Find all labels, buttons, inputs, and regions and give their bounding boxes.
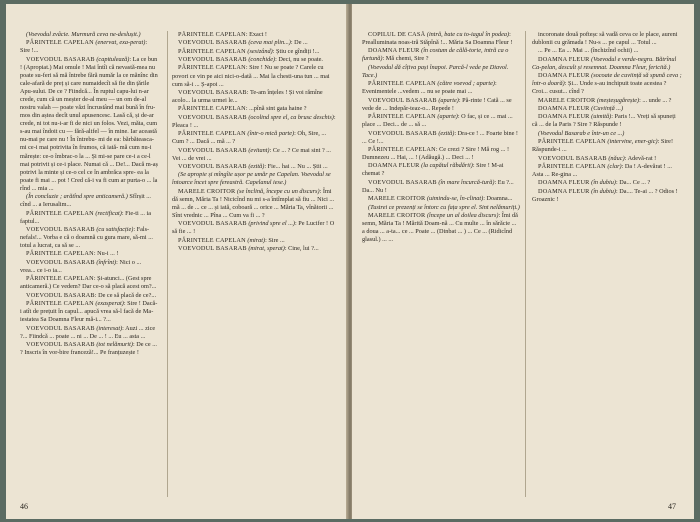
dialogue-text: : ...pînă sint gata haine ? [245,105,307,113]
dialogue-text: : Sire !... [20,39,148,55]
speaker-name: PĂRINTELE CAPELAN [26,39,94,47]
speaker-name: PĂRINTELE CAPELAN [178,47,246,55]
speaker-name: PĂRINTELE CAPELAN [368,80,436,88]
dialogue-paragraph [362,113,520,129]
dialogue-paragraph [172,105,336,113]
dialogue-text: : Sire ! Nu se poate ? Carele cu povori ce vin pe aici nici-o-dată ... Mai la chesti-una tun ... mai cum să-i ... Ș-apoi ... [172,64,330,88]
speaker-name: VOEVODUL BASARAB [178,220,247,228]
stage-direction: (către voevod ; aparte) [435,80,495,88]
speaker-name: VOEVODUL BASARAB [368,129,437,137]
stage-direction: (sesizând) [245,47,273,55]
speaker-name: MARELE CROITOR [368,211,426,219]
stage-direction: (clar) [605,162,622,170]
page-number-right: 47 [668,502,676,511]
stage-direction: (interesat) [94,324,123,332]
dialogue-text: : Nici o ... vrea... ce i-o ia... [20,258,142,274]
stage-direction: (Voevodul zvâcie. Murmură ceva ne-deslușit.) [26,31,141,38]
dialogue-text: : Îmi dă semn, Măria Ta ! Nicicînd nu mi s-a întîmplat să fiu ... Nici ... mă ... de ... ce ... și iată, coboară ... orice ... Măria Ta, vînătorii ... Sînt vrednic ... Pîna ... Cum va fi ... ? [172,187,335,219]
dialogue-paragraph [532,47,682,55]
speaker-name: PĂRINTELE CAPELAN [178,31,246,38]
dialogue-paragraph [362,47,520,63]
dialogue-text: : Paris !... Vreți să spuneți că ... de la Paris ? Sire ? Răspunde ! [532,113,676,129]
stage-direction: (în dubiu) [589,187,616,195]
dialogue-paragraph [362,64,520,80]
dialogue-paragraph [362,31,520,47]
dialogue-paragraph [20,275,158,291]
speaker-name: DOAMNA FLEUR [538,55,590,63]
dialogue-paragraph [532,138,682,154]
dialogue-text: : Da ! A-devărat ! ... Asta ... Re-gina ... [532,162,672,179]
stage-direction: (socoate de cuviință să spună ceva ; într-o doară) [532,72,682,88]
dialogue-paragraph [20,292,158,300]
dialogue-text: : Cine, lui ?... [284,245,319,253]
dialogue-text: : Eu ?... Da... Nu ! [362,178,514,194]
speaker-name: VOEVODUL BASARAB [178,245,247,253]
stage-direction: (aparte) [436,96,459,104]
dialogue-text: : Știu ce gîndiți !... [272,47,320,55]
dialogue-paragraph [172,171,336,187]
dialogue-text: : O fac, și ce ... mai ... place ... Deci... de ... să ... [362,113,513,129]
dialogue-text: : Preaîluminata noas-tră Stăpînă !... Măria Sa Doamna Fleur ! [362,31,513,47]
stage-direction: (în costum de călă-torie, intră ca o furtună) [362,47,509,63]
dialogue-text: incoronate două pofteșc să vadă ceva ce le place, aureni dublonii cu grămada ! Nu-s ... pe capul ... Totul ... [532,31,678,47]
dialogue-paragraph [172,39,336,47]
speaker-name: DOAMNA FLEUR [538,72,590,80]
stage-direction: (Tustrei ce prezenți se întorc cu fața spre el. Sint nelămuriți.) [368,203,520,211]
dialogue-text: : Ce ... ? Ce mai sint ? ... Vei ... de vrei ... [172,146,331,162]
dialogue-paragraph [20,250,158,258]
dialogue-text: : Deci, nu se poate. [275,56,323,64]
stage-direction: (Voevodul e verde-negru. Bătrînul Ca-pelan, descult și resemnat. Doamna Fleur, fericită.) [532,55,677,71]
stage-direction: (uimindu-se, în-clinat) [425,195,484,203]
dialogue-text: : Dra-ce ! ... Foarte bine ! ... Ce !... [362,129,518,145]
dialogue-paragraph [362,146,520,162]
dialogue-paragraph [172,89,336,105]
speaker-name: MARELE CROITOR [368,195,426,203]
stage-direction: (privind spre el ...) [246,220,295,228]
dialogue-paragraph [172,245,336,253]
speaker-name: PĂRINTELE CAPELAN [538,138,606,146]
stage-direction: (cu satisfacție) [94,225,134,233]
stage-direction: (ezită) [436,129,455,137]
dialogue-paragraph [172,64,336,88]
speaker-name: DOAMNA FLEUR [538,187,590,195]
dialogue-text: : Și-atunci... (Gest spre anticameră.) Ce vedem? Dar ce-o să placă acest om?... [20,275,157,291]
speaker-name: PĂRINTELE CAPELAN [26,300,94,308]
dialogue-text: : Mă chemi, Sire ? [382,55,429,63]
speaker-name: PĂRINTELE CAPELAN [178,236,246,244]
speaker-name: VOEVODUL BASARAB [178,162,247,170]
dialogue-paragraph [532,105,682,113]
dialogue-text: : Te-am înțeles ! Și voi rămîne acolo... la urma urmei le... [172,88,323,104]
stage-direction: (începe un al doilea discurs) [425,211,499,219]
column-divider [167,31,168,497]
dialogue-paragraph [362,162,520,178]
stage-direction: (Cuviință ...) [589,105,624,113]
dialogue-paragraph [362,212,520,244]
stage-direction: (tot nelămurit) [94,340,133,348]
column-divider [525,31,526,497]
dialogue-paragraph [172,237,336,245]
speaker-name: COPILUL DE CASĂ [368,31,426,38]
dialogue-text: : Fie-ti ... ia faptul... [20,209,152,225]
stage-direction: (ezită) [246,162,265,170]
speaker-name: PĂRINTELE CAPELAN [178,64,246,72]
speaker-name: PĂRINTELE CAPELAN [26,250,94,258]
stage-direction: (Se apropie și mîngîie ușor pe umăr pe Capelan. Voevodul se întoarce încet spre fereastră. Capelanul iese.) [172,171,331,187]
dialogue-paragraph [172,31,336,39]
speaker-name: PĂRINTELE CAPELAN [178,105,246,113]
dialogue-paragraph [362,179,520,195]
dialogue-text: : Pă-rinte ! Cată ... se vede de ... Indepăr-teaz-o... Repede ! [362,96,512,112]
dialogue-paragraph [532,72,682,96]
right-page-column-2 [532,31,682,497]
dialogue-text: : Pe Lucifer ! O să fie ... ! [172,220,335,236]
stage-direction: (meșteșugărește) [595,96,640,104]
speaker-name: VOEVODUL BASARAB [26,55,95,63]
speaker-name: VOEVODUL BASARAB [26,258,95,266]
dialogue-text: : De ce să placă de ce?... [94,291,157,299]
speaker-name: VOEVODUL BASARAB [178,88,247,96]
stage-direction: (năuc) [606,154,625,162]
dialogue-paragraph [20,31,158,39]
dialogue-paragraph [20,300,158,324]
stage-direction: (enervat, exa-perat) [93,39,146,47]
speaker-name: DOAMNA FLEUR [538,105,590,113]
dialogue-paragraph [20,56,158,193]
dialogue-paragraph [20,226,158,250]
right-page [352,4,694,519]
dialogue-text: : Pleaca ! ... [172,113,336,129]
speaker-name: VOEVODUL BASARAB [26,340,95,348]
dialogue-paragraph [532,188,682,204]
dialogue-text: : Auzi ... zice ?... Fiindcă ... poate ... ni ... De ... ! ... Eu ... asta ... [20,324,156,340]
dialogue-paragraph [20,210,158,226]
speaker-name: VOEVODUL BASARAB [178,146,247,154]
dialogue-text: : Fals-nefals!... Vorba e că o doamnă cu gura mare, să-mi ... totul a lucrat, ca să se ... [20,225,153,250]
dialogue-paragraph [532,155,682,163]
dialogue-paragraph [172,220,336,236]
dialogue-text: : Fie... hai ... Nu ... Știi ... [264,162,328,170]
stage-direction: (se înclină, începe cu un discurs) [235,187,320,195]
dialogue-paragraph [362,80,520,96]
stage-direction: (în mare încurcă-tură) [436,178,495,186]
dialogue-text: : ... unde ... ? [639,96,672,104]
dialogue-paragraph [532,163,682,179]
stage-direction: (mirat) [245,236,266,244]
speaker-name: VOEVODUL BASARAB [178,39,247,47]
dialogue-text: : Da... Ce ... ? [615,179,651,187]
dialogue-text: Sfîrșit ... cînd ... a Ierusalim... [20,193,151,209]
stage-direction: (În concluzie ; arătînd spre anticameră.) [26,193,128,201]
dialogue-text: : Sire! Răspunde-i ... [532,138,674,154]
left-page-column-2 [172,31,336,497]
speaker-name: VOEVODUL BASARAB [26,324,95,332]
dialogue-paragraph [172,48,336,56]
page-number-left: 46 [20,502,28,511]
speaker-name: DOAMNA FLEUR [538,179,590,187]
left-page [6,4,348,519]
speaker-name: PĂRINTELE CAPELAN [26,275,94,283]
dialogue-paragraph [532,130,682,138]
speaker-name: VOEVODUL BASARAB [178,56,247,64]
stage-direction: (evitant) [246,146,270,154]
dialogue-paragraph [532,31,682,47]
speaker-name: VOEVODUL BASARAB [178,113,247,121]
dialogue-paragraph [20,39,158,55]
stage-direction: (mirat, sperat) [246,245,285,253]
dialogue-paragraph [172,147,336,163]
dialogue-text: : Evenimentele ...vedem ... nu se poate mai ... [362,80,497,96]
dialogue-paragraph [362,97,520,113]
dialogue-text: : Sire ! Dacă-i atît de prețuit în capul... apucă vrea să-l facă de Ma-iestatea Sa Doamna Fleur mă-i... ?... [20,300,158,324]
dialogue-paragraph [172,130,336,146]
stage-direction: (intră, bate cu to-iagul în podea) [425,31,510,38]
dialogue-text: ... Pe ... Ea ... Mai ... (închizînd ochii) ... [538,47,639,55]
dialogue-paragraph [532,113,682,129]
speaker-name: DOAMNA FLEUR [368,162,420,170]
speaker-name: DOAMNA FLEUR [368,47,420,55]
left-page-column-1 [20,31,158,497]
speaker-name: PĂRINTELE CAPELAN [368,145,436,153]
dialogue-text: : Exact ! [245,31,267,38]
dialogue-text: : Da.... Te-ai ... ? Odios ! Groaznic ! [532,187,678,203]
stage-direction: (Voevodul Basarab e într-un ce ...) [538,129,625,137]
dialogue-text: : De ce ... ? Inscris în vor-bire franceză!... Pe franțuzește ! [20,340,157,356]
stage-direction: (ceva mai plin...) [246,39,291,47]
dialogue-text: : Adevă-rat ! [624,154,657,162]
dialogue-paragraph [20,259,158,275]
speaker-name: PĂRINTELE CAPELAN [26,209,94,217]
dialogue-paragraph [532,179,682,187]
dialogue-text: : Doamna... [483,195,513,203]
stage-direction: (într-o mică parte) [245,130,295,138]
stage-direction: (rectificat) [93,209,122,217]
stage-direction: (intervine, ener-gic) [605,138,658,146]
dialogue-text: : De ... [290,39,308,47]
speaker-name: VOEVODUL BASARAB [26,291,95,299]
dialogue-paragraph [20,193,158,209]
speaker-name: DOAMNA FLEUR [538,113,590,121]
dialogue-text: : Oh, Sire, ... Cum ? ... Dacă ... mă ... ? [172,130,327,146]
stage-direction: (ocolind spre el, ca brusc deschis) [246,113,334,121]
dialogue-paragraph [532,97,682,105]
dialogue-paragraph [362,204,520,212]
speaker-name: VOEVODUL BASARAB [368,178,437,186]
speaker-name: PĂRINTELE CAPELAN [178,130,246,138]
stage-direction: (înfrînt) [94,258,117,266]
speaker-name: VOEVODUL BASARAB [368,96,437,104]
dialogue-text: : Și... Unde s-au inchipuit toate acestea ? Croi... cusut... cînd ? [532,80,667,96]
dialogue-paragraph [532,56,682,72]
speaker-name: PĂRINTELE CAPELAN [538,162,606,170]
right-page-column-1 [362,31,520,497]
stage-direction: (în dubiu) [589,179,616,187]
speaker-name: VOEVODUL BASARAB [26,225,95,233]
dialogue-paragraph [172,163,336,171]
stage-direction: (la capătul răbdării) [419,162,473,170]
stage-direction: (Voevodul dă cîțiva pași înapoi. Parcă-l vede pe Diavol. Tace.) [362,63,509,79]
dialogue-text: : Sire ... [265,236,285,244]
dialogue-paragraph [172,56,336,64]
stage-direction: (capitulează) [94,55,130,63]
dialogue-paragraph [172,188,336,220]
stage-direction: (uimită) [589,113,612,121]
speaker-name: MARELE CROITOR [538,96,596,104]
speaker-name: VOEVODUL BASARAB [538,154,607,162]
book-spread [6,4,694,519]
speaker-name: MARELE CROITOR [178,187,236,195]
stage-direction: (conchide) [246,56,276,64]
dialogue-paragraph [172,114,336,130]
dialogue-text: : Îmi dă semn, Măria Ta ! Mărită Doam-nă ... Cu multe ... în sărăcie ... a doua ... a-ta... ce ... Poate ... (Dinbat ... ) ... Ce ... (Ridicînd glasul.) ... ... [362,211,518,244]
dialogue-paragraph [20,325,158,341]
dialogue-paragraph [362,195,520,203]
dialogue-text: : Sire ! M-ai chemat ? [362,162,504,178]
stage-direction: (exasperat) [93,300,124,308]
dialogue-text: : Nu-i ... ! [93,250,119,258]
dialogue-paragraph [20,341,158,357]
dialogue-paragraph [362,130,520,146]
stage-direction: (aparte) [435,113,458,121]
dialogue-text: : Ce crezi ? Sire ! Mă rog ... ! Dumnezeu ... Hai, ... ! (Adăugă.) ... Deci ... ! [362,145,510,162]
dialogue-text: : La ce bun ! (Apropiat.) Mai omule ! Mai întîi că nevastă-mea nu poate su-feri să mă întrebe fără număr la ce mănînc din cale-afară de preț și care numaidecît să fie din țările Apu-sului. De ce ? Fiindcă... În ruptul capu-lui n-ar crede, cum că un meșter de-al meu — un om de-al nostru valah — poate văzi încrustând mai bună în fru-mos din aștea decît unul apusencesc. Lasă că, și de-ar crede, ni tot nu-i-ar fi de nici un folos. Vezi, măta, cum s-au mai îndoit cu — fără-altfel — în mine. Iar această nu-mai pe care nu ! În întrebu- mi de ea: bărbăteasca-mi ce-i mai potrivita în frumos, că iată- mă cum nu-i mărește: ce-o îmbrac-o la ... Și mi-se pare ce-i a ce-l mai potrivit și ce-i place. Numai că ... De!... Dacă m-aș potrivi la minte și ce-o cel ce în ambrăca spre- ea la poate fi mai ... pot ! Cred că-i va fi cum ar purta-o ... la rînd ... mia ... [20,55,158,192]
speaker-name: PĂRINTELE CAPELAN [368,113,436,121]
